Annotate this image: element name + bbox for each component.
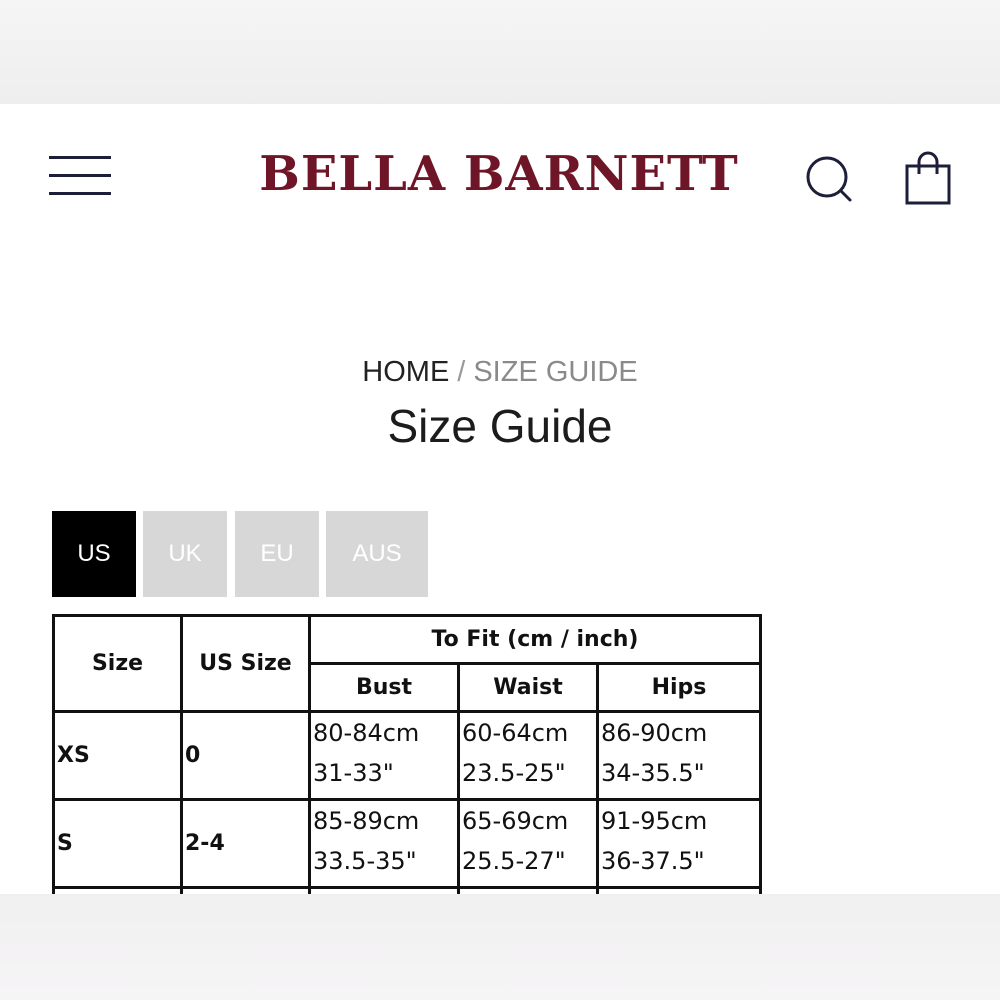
cell-bust — [310, 712, 459, 800]
tab-aus[interactable]: AUS — [326, 511, 428, 597]
header-to-fit: To Fit (cm / inch) — [310, 616, 761, 664]
waist-inch: 23.5-25" — [462, 759, 566, 787]
header-waist: Waist — [459, 664, 598, 712]
cell-waist — [459, 800, 598, 888]
shopping-bag-icon[interactable] — [904, 150, 952, 206]
hips-inch: 34-35.5" — [601, 759, 705, 787]
cell-size: XS — [54, 712, 182, 800]
size-table — [52, 614, 762, 894]
table-row — [54, 712, 761, 800]
hamburger-menu-icon[interactable] — [49, 156, 111, 196]
header-us-size: US Size — [182, 616, 310, 712]
bust-inch: 31-33" — [313, 759, 394, 787]
breadcrumb — [0, 354, 1000, 390]
cell-size: S — [54, 800, 182, 888]
hips-cm: 86-90cm — [601, 719, 708, 747]
tab-uk[interactable]: UK — [143, 511, 227, 597]
hips-inch: 36-37.5" — [601, 847, 705, 875]
brand-logo[interactable]: BELLA BARNETT — [259, 146, 739, 202]
cell-hips — [598, 800, 761, 888]
waist-inch: 25.5-27" — [462, 847, 566, 875]
top-fade — [0, 0, 1000, 104]
tab-us[interactable]: US — [52, 511, 136, 597]
bottom-fade — [0, 894, 1000, 1000]
cell-us-size: 2-4 — [182, 800, 310, 888]
size-guide-screen — [0, 104, 1000, 894]
search-icon[interactable] — [804, 154, 854, 204]
table-header-row — [54, 616, 761, 664]
tab-eu[interactable]: EU — [235, 511, 319, 597]
cell-bust — [310, 800, 459, 888]
header-size: Size — [54, 616, 182, 712]
breadcrumb-current: SIZE GUIDE — [473, 356, 638, 388]
page-title: Size Guide — [387, 400, 613, 452]
cell-hips — [598, 712, 761, 800]
table-row — [54, 800, 761, 888]
cell-waist — [459, 712, 598, 800]
waist-cm: 60-64cm — [462, 719, 569, 747]
waist-cm: 65-69cm — [462, 807, 569, 835]
bust-cm: 85-89cm — [313, 807, 420, 835]
breadcrumb-separator: / — [457, 356, 466, 388]
bust-cm: 80-84cm — [313, 719, 420, 747]
bust-inch: 33.5-35" — [313, 847, 417, 875]
breadcrumb-home-link[interactable]: HOME — [362, 356, 450, 388]
cell-us-size: 0 — [182, 712, 310, 800]
hips-cm: 91-95cm — [601, 807, 708, 835]
header-hips: Hips — [598, 664, 761, 712]
header-bust: Bust — [310, 664, 459, 712]
